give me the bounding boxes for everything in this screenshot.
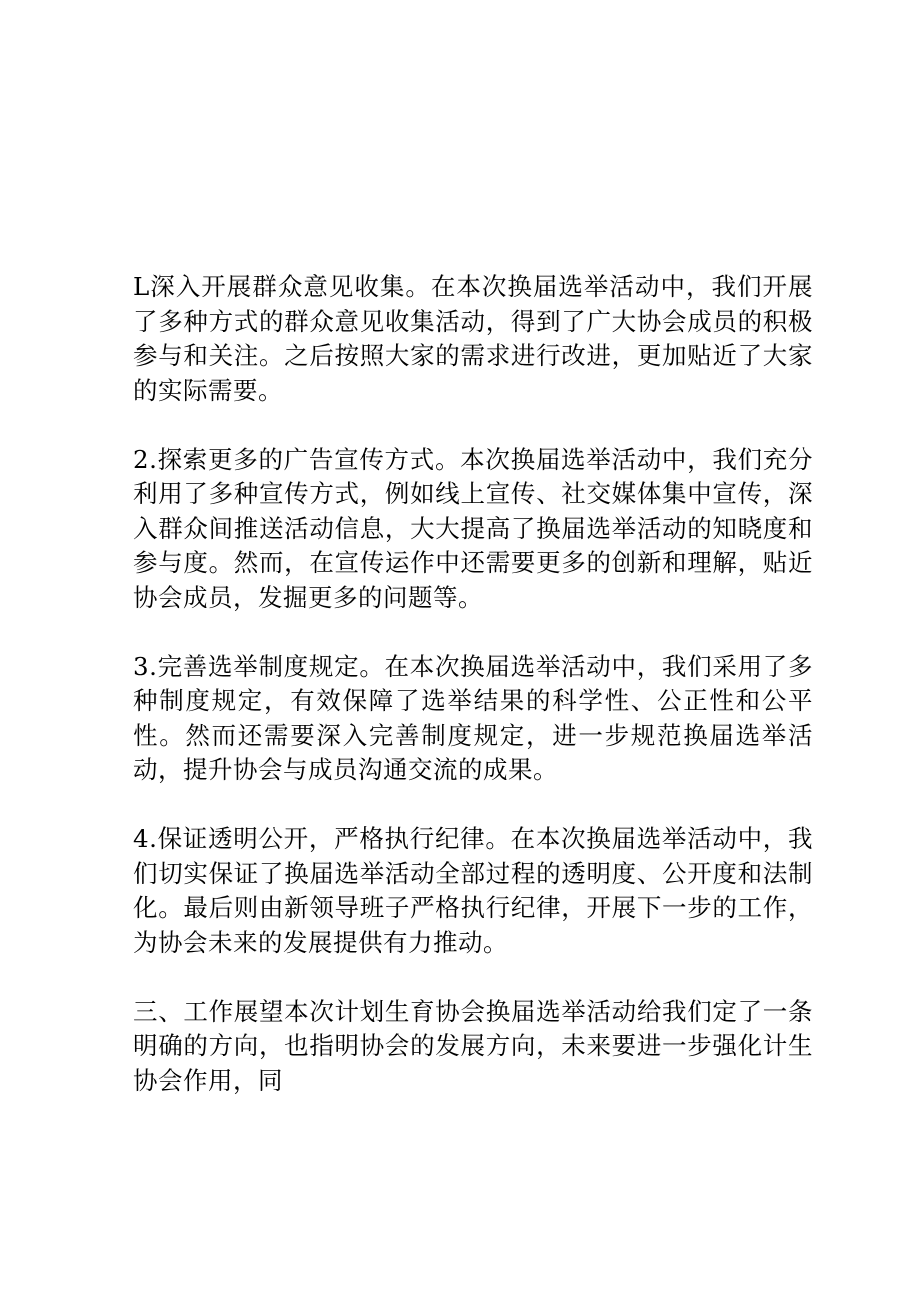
paragraph-2: 2.探索更多的广告宣传方式。本次换届选举活动中，我们充分利用了多种宣传方式，例如线上宣传、社交媒体集中宣传，深入群众间推送活动信息，大大提高了换届选举活动的知晓度和参与度。然而，在宣传运作中还需要更多的创新和理解，贴近协会成员，发掘更多的问题等。 [133, 444, 813, 612]
paragraph-4: 4.保证透明公开，严格执行纪律。在本次换届选举活动中，我们切实保证了换届选举活动全部过程的透明度、公开度和法制化。最后则由新领导班子严格执行纪律，开展下一步的工作，为协会未来的发展提供有力推动。 [133, 824, 813, 957]
paragraph-1: L深入开展群众意见收集。在本次换届选举活动中，我们开展了多种方式的群众意见收集活动，得到了广大协会成员的积极参与和关注。之后按照大家的需求进行改进，更加贴近了大家的实际需要。 [133, 272, 813, 405]
document-body [133, 270, 813, 1098]
paragraph-5: 三、工作展望本次计划生育协会换届选举活动给我们定了一条明确的方向，也指明协会的发展方向，未来要进一步强化计生协会作用，同 [133, 996, 813, 1095]
paragraph-3: 3.完善选举制度规定。在本次换届选举活动中，我们采用了多种制度规定，有效保障了选举结果的科学性、公正性和公平性。然而还需要深入完善制度规定，进一步规范换届选举活动，提升协会与成员沟通交流的成果。 [133, 651, 813, 784]
